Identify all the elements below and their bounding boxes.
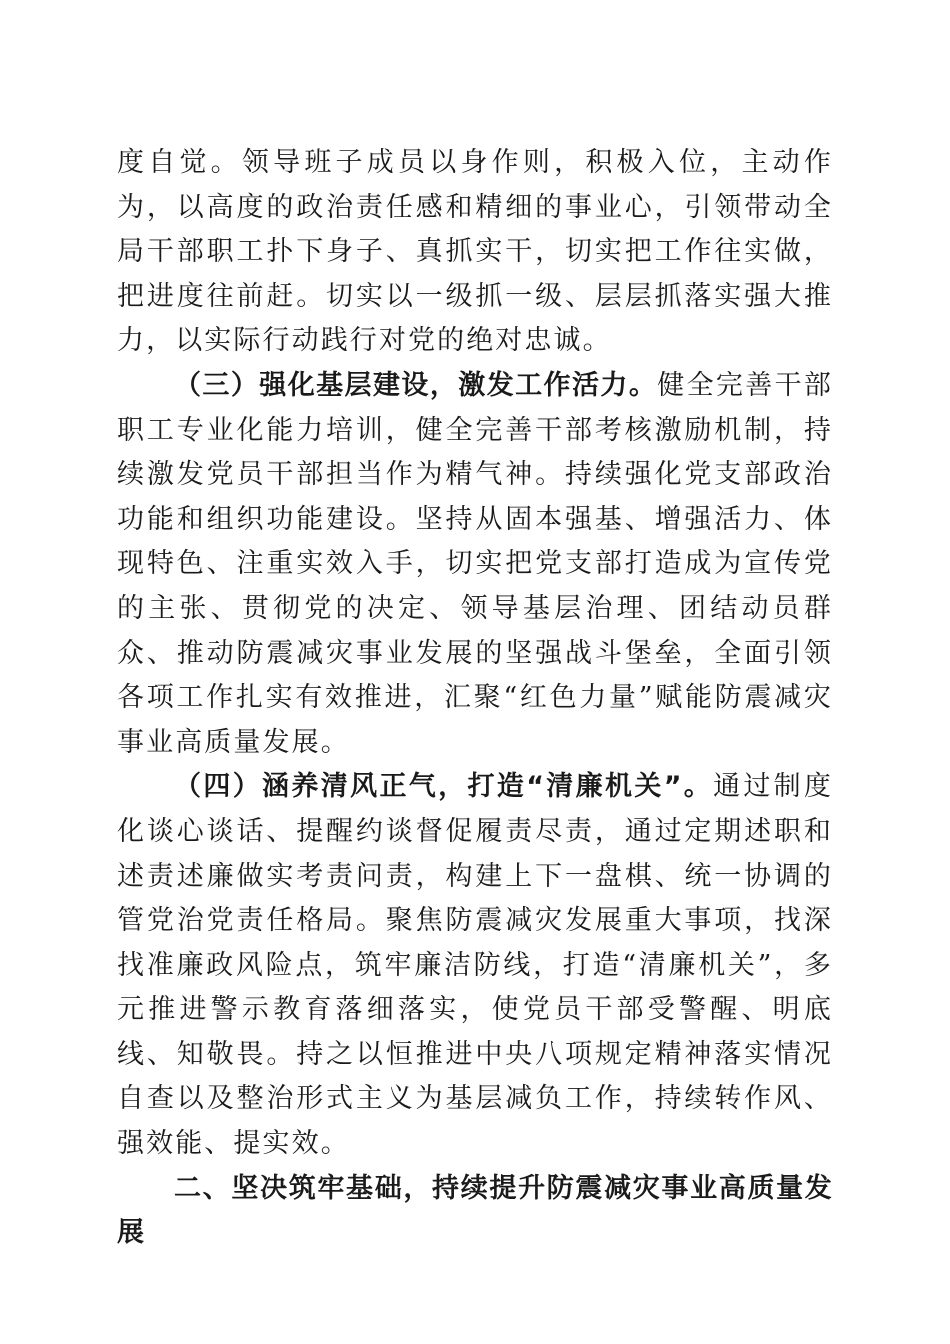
- section-four-lead: （四）涵养清风正气，打造“清廉机关”。: [174, 771, 714, 803]
- section-heading: 二、坚决筑牢基础，持续提升防震减灾事业高质量发展: [117, 1172, 833, 1249]
- paragraph-section-three: [117, 364, 833, 765]
- paragraph-text: 度自觉。领导班子成员以身作则，积极入位，主动作为，以高度的政治责任感和精细的事业心，引领带动全局干部职工扑下身子、真抓实干，切实把工作往实做，把进度往前赶。切实以一级抓一级、层层抓落实强大推力，以实际行动践行对党的绝对忠诚。: [117, 147, 833, 357]
- paragraph-section-four: [117, 765, 833, 1166]
- paragraph-text: 健全完善干部职工专业化能力培训，健全完善干部考核激励机制，持续激发党员干部担当作为精气神。持续强化党支部政治功能和组织功能建设。坚持从固本强基、增强活力、体现特色、注重实效入手，切实把党支部打造成为宣传党的主张、贯彻党的决定、领导基层治理、团结动员群众、推动防震减灾事业发展的坚强战斗堡垒，全面引领各项工作扎实有效推进，汇聚“红色力量”赋能防震减灾事业高质量发展。: [117, 369, 833, 758]
- paragraph-text: 通过制度化谈心谈话、提醒约谈督促履责尽责，通过定期述职和述责述廉做实考责问责，构建上下一盘棋、统一协调的管党治党责任格局。聚焦防震减灾发展重大事项，找深找准廉政风险点，筑牢廉洁防线，打造“清廉机关”，多元推进警示教育落细落实，使党员干部受警醒、明底线、知敬畏。持之以恒推进中央八项规定精神落实情况自查以及整治形式主义为基层减负工作，持续转作风、强效能、提实效。: [117, 771, 833, 1160]
- section-three-lead: （三）强化基层建设，激发工作活力。: [174, 369, 658, 401]
- paragraph-continuation: [117, 141, 833, 364]
- document-body: [117, 141, 833, 1256]
